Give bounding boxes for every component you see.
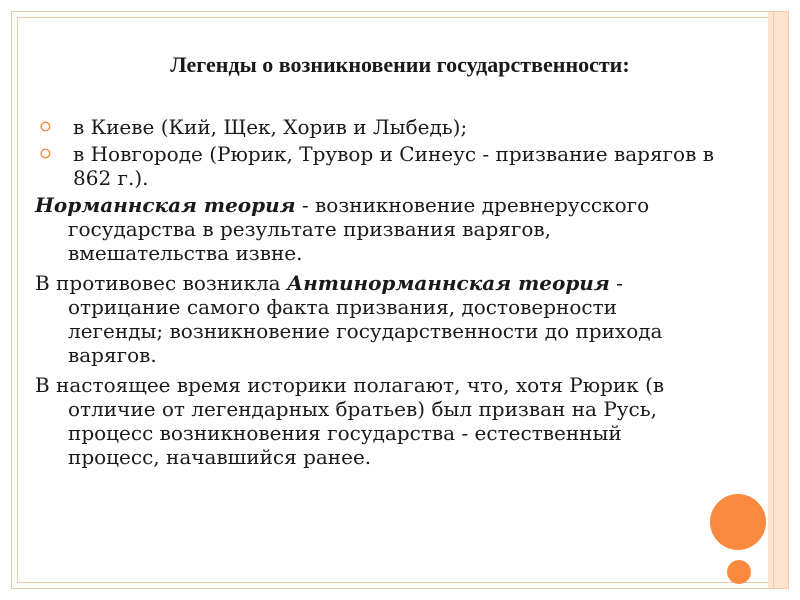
decorative-side-band (768, 12, 788, 588)
decorative-orange-circle-small (727, 560, 751, 584)
paragraph-antinormann-theory (35, 271, 715, 367)
paragraph-modern-view (35, 373, 715, 469)
slide-body (35, 115, 715, 475)
list-item (35, 115, 715, 139)
decorative-band-line (773, 12, 774, 588)
slide-title: Легенды о возникновении государственности: (170, 52, 630, 77)
paragraph-text: - возникновение древнерусского государства в результате призвания варягов, вмешательства извне. (68, 193, 650, 265)
outline-circle-bullet-icon (40, 121, 51, 132)
paragraph-text: В настоящее время историки полагают, что, хотя Рюрик (в отличие от легендарных братьев) был призван на Русь, процесс возникновения государства - естественный процесс, начавшийся ранее. (35, 373, 665, 469)
outline-circle-bullet-icon (40, 148, 51, 159)
term-normann-theory: Норманнская теория (35, 193, 296, 217)
list-item-text: в Киеве (Кий, Щек, Хорив и Лыбедь); (73, 115, 468, 139)
term-antinormann-theory: Антинорманнская теория (286, 271, 610, 295)
decorative-orange-circle (710, 494, 766, 550)
list-item-text: в Новгороде (Рюрик, Трувор и Синеус - призвание варягов в 862 г.). (73, 142, 714, 190)
paragraph-text: - отрицание самого факта призвания, достоверности легенды; возникновение государственности до прихода варягов. (68, 271, 663, 367)
list-item (35, 142, 715, 190)
paragraph-normann-theory (35, 193, 715, 265)
paragraph-lead: В противовес возникла (35, 271, 287, 295)
